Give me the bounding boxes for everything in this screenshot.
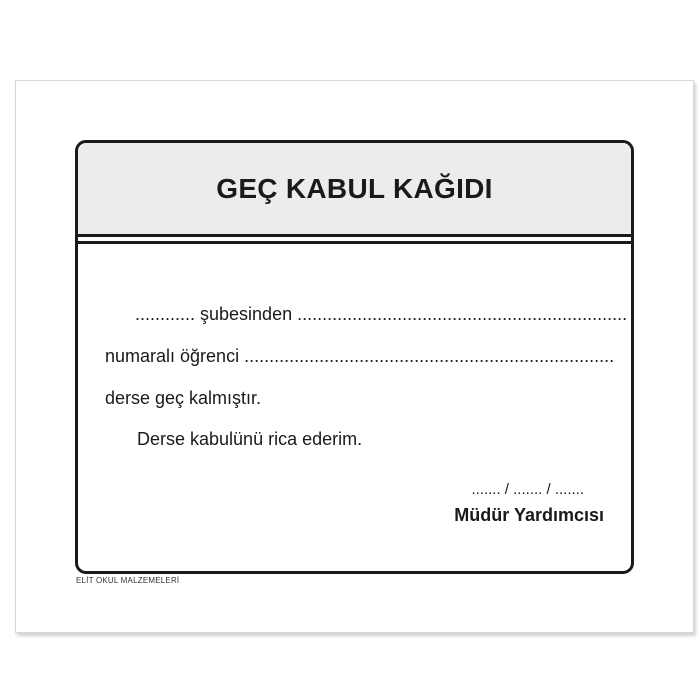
request-line: Derse kabulünü rica ederim. bbox=[137, 429, 363, 449]
header-divider bbox=[78, 237, 631, 244]
student-number-line: numaralı öğrenci .......................................................................... bbox=[105, 346, 615, 366]
date-field: ....... / ....... / ....... bbox=[471, 481, 584, 498]
signer-title: Müdür Yardımcısı bbox=[454, 505, 604, 525]
form-title: GEÇ KABUL KAĞIDI bbox=[216, 172, 493, 204]
late-admission-form bbox=[75, 140, 634, 574]
late-statement-line: derse geç kalmıştır. bbox=[105, 388, 262, 408]
branch-line: ............ şubesinden .................................................................. bbox=[135, 304, 628, 324]
brand-label: ELİT OKUL MALZEMELERİ bbox=[76, 576, 180, 585]
form-header bbox=[78, 143, 631, 237]
